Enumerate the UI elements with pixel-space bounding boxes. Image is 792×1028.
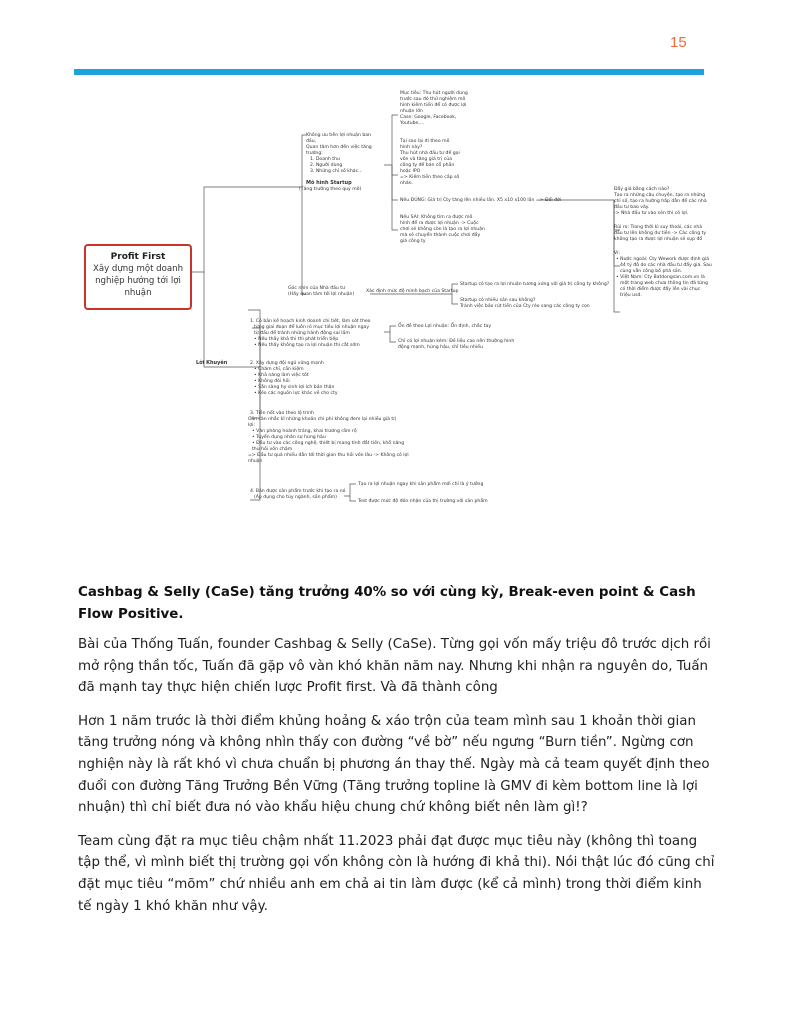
- page-number: 15: [670, 34, 687, 51]
- mm-item3-0: 3. Tiền nốt vào theo lộ trình: [250, 411, 314, 416]
- mm-xac-dinh: Xác định mức độ mình bạch của Startup: [366, 289, 459, 294]
- mm-item3-1: Cần cân nhắc kĩ những khoản chi phí không đem lại nhiều giá trị: [248, 417, 397, 422]
- mm-muc-tieu-1: trước sau đó thử nghiệm mô: [400, 97, 466, 102]
- mm-neu-sai-3: mà sẽ chuyển thành cuộc chơi đầy: [400, 233, 481, 238]
- mm-startup-intro-6: 3. Những chỉ số khác...: [310, 169, 363, 174]
- article-paragraph: Team cùng đặt ra mục tiêu chậm nhất 11.2023 phải đạt được mục tiêu này (không thì toang tập thể, vì mình biết thị trường gọi vốn không còn là hướng đi khả thi). Nói thật lúc đó cũng chỉ đặt mục tiêu “mõm” chứ nhiều anh em chả ai tin làm được (kể cả mình) trong thời điểm kinh tế ngày 1 khó khăn như vậy.: [78, 833, 715, 914]
- mm-neu-sai-1: hình để ra được lợi nhuận -> Cuộc: [400, 221, 479, 226]
- mm-item2-4: • Sẵn sàng hy sinh lợi ích bản thân: [254, 385, 335, 390]
- mm-tai-sao-1: hình này?: [400, 145, 423, 150]
- svg-text:Lời Khuyên: Lời Khuyên: [196, 360, 228, 366]
- mm-chi-co-1: động mạnh, hùng hậu, chỉ tiêu nhiều: [398, 345, 484, 350]
- header-divider: [74, 69, 704, 75]
- mm-tai-sao-5: hoặc IPO: [400, 169, 421, 174]
- mm-muc-tieu-5: Youtube,...: [400, 121, 425, 126]
- mm-muc-tieu-4: Case: Google, Facebook,: [400, 115, 457, 120]
- mm-tai-sao-7: nhân.: [400, 181, 414, 186]
- mm-item3-3: • Văn phòng hoành tráng, khai trương rầm rộ: [252, 429, 357, 434]
- article-paragraph: Bài của Thống Tuấn, founder Cashbag & Selly (CaSe). Từng gọi vốn mấy triệu đô trước dịch rồi mở rộng thần tốc, Tuấn đã gặp vô vàn khó khăn năm nay. Nhưng khi nhận ra nguyên do, Tuấn đã mạnh tay thực hiện chiến lược Profit first. Và đã thành công: [78, 637, 711, 696]
- mm-item4-1: (Áp dụng cho tùy ngành, sản phẩm): [254, 495, 337, 500]
- mm-tai-sao-2: Thu hút nhà đầu tư để gọi: [400, 151, 460, 156]
- mm-tai-sao-3: vốn và tăng giá trị của: [400, 157, 452, 162]
- mind-map-root: [84, 244, 192, 310]
- mm-rui-ro-2: không tạo ra được lợi nhuận sẽ sụp đổ: [614, 237, 703, 242]
- svg-text:Mô hình Startup: Mô hình Startup: [306, 180, 352, 186]
- mm-startup-nhieu-0: Startup có nhiều sản sau không?: [460, 298, 536, 303]
- mm-startup-intro-1: đầu,: [306, 139, 317, 144]
- mm-day-gia-1: Tạo ra những câu chuyện, tạo ra những: [614, 193, 706, 198]
- mm-item2-2: • Khả năng làm việc tốt: [254, 373, 309, 378]
- mm-tao-ra: Tạo ra lợi nhuận ngay khi sản phẩm mới chỉ là ý tưởng: [358, 482, 484, 487]
- mm-vi-du-2: 44 tỷ đô do các nhà đầu tư đẩy giá. Sau: [620, 263, 712, 268]
- mm-tai-sao-0: Tại sao lại đi theo mô: [400, 139, 450, 144]
- mm-item1-1: từng giai đoạn để luôn rõ mục tiêu lợi nhuận ngay: [254, 325, 370, 330]
- mm-startup-intro-2: Quan tâm hơn đến việc tăng: [306, 145, 372, 150]
- mm-item3-6: thu hồi vốn chậm: [252, 447, 293, 452]
- mm-vi-du-3: cùng vẫn công bố phá sản.: [620, 269, 683, 274]
- mind-map-root-subtitle: Xây dựng một doanh nghiệp hướng tới lợi nhuận: [92, 264, 184, 298]
- mm-day-gia-3: đầu tư bao vây.: [614, 205, 650, 210]
- mm-item2-5: • Kéo các nguồn lực khác về cho cty: [254, 391, 338, 396]
- mm-item3-8: nhuận: [248, 459, 263, 464]
- mm-startup-intro-3: trưởng:: [306, 151, 323, 156]
- mm-day-gia-4: -> Nhà đầu tư vào sẽn thì có lợi.: [614, 211, 689, 216]
- mm-vi-du-5: một trang web chưa thông tin đã từng: [620, 281, 708, 286]
- svg-text:(Tăng trưởng theo quy mô): (Tăng trưởng theo quy mô): [299, 187, 362, 192]
- mm-item1-0: 1. Có bản kế hoạch kinh doanh chi tiết, làm sót theo: [250, 319, 371, 324]
- mm-muc-tieu-2: hình kiếm tiền để có được lợi: [400, 103, 467, 108]
- article-paragraph: Hơn 1 năm trước là thời điểm khủng hoảng & xáo trộn của team mình sau 1 khoản thời gian tăng trưởng nóng và không nhìn thấy con đường “về bờ” nếu ngưng “Burn tiền”. Ngừng cơn nghiện này là rất khó vì chưa chuẩn bị phương án thay thế. Ngày mà cả team quyết định theo đuổi con đường Tăng Trưởng Bền Vững (Tăng trưởng topline là GMV đi kèm bottom line là lợi nhuận) thì chỉ biết đưa nó vào khẩu hiệu chung chứ không biết nên làm gì!?: [78, 713, 710, 816]
- mm-startup-intro-0: Không ưu tiên lợi nhuận ban: [306, 133, 371, 138]
- article-heading: Cashbag & Selly (CaSe) tăng trưởng 40% so với cùng kỳ, Break-even point & Cash Flow Positive.: [78, 585, 696, 622]
- article: [78, 582, 718, 929]
- mm-startup-nhieu-1: Tránh việc bảo rút tiền của Cty rèo sang các công ty con: [460, 304, 590, 309]
- mm-item4-0: 4. Bán được sản phẩm trước khi tạo ra nó: [250, 489, 346, 494]
- mm-neu-sai-0: Nếu SAI: Không tìm ra được mô: [400, 215, 473, 220]
- mm-item1-3: • Nếu thấy khả thi thì phát triển tiếp: [254, 337, 339, 342]
- mm-item3-7: => Đầu tư quá nhiều dẫn tới thời gian thu hồi vốn lâu -> Không có lợi: [248, 453, 409, 458]
- mm-item3-5: • Đầu tư vào các công nghệ, thiết bị mang tính đắt tiền, khổ năng: [252, 441, 405, 446]
- mm-goc-nhin-1: (Hãy quan tâm tới lợi nhuận): [288, 292, 355, 297]
- mind-map: [74, 80, 714, 530]
- mm-item3-2: lợi:: [248, 423, 255, 428]
- mm-muc-tieu-0: Mục tiêu: Thu hút người dùng: [400, 91, 468, 96]
- mm-item2-1: • Chăm chỉ, cần kiệm: [254, 367, 304, 372]
- mm-startup-intro-4: 1. Doanh thu: [310, 157, 340, 162]
- mm-item3-4: • Tuyển dụng nhân sự hùng hậu: [252, 435, 326, 440]
- mm-neu-dung: Nếu ĐÚNG: Giá trị Cty tăng lên nhiều lần. X5 x10 x100 lần => Đổi đời: [400, 198, 562, 203]
- mm-neu-sai-2: chơi sẽ không còn là tạo ra lợi nhuận: [400, 227, 485, 232]
- mm-tai-sao-6: => Kiếm tiền theo cấp số: [400, 175, 460, 180]
- mm-item1-2: từ đầu để tránh những hành động sai lầm: [254, 331, 350, 336]
- mm-on-dinh: Ổn đề theo Lợi nhuận: Ổn định, chắc tay: [398, 324, 492, 329]
- mm-startup-intro-5: 2. Người dùng: [310, 163, 343, 168]
- mm-item1-4: • Nếu thấy không tạo ra lợi nhuận thì cắt sớm: [254, 343, 360, 348]
- mm-neu-sai-4: giá công ty: [400, 239, 426, 244]
- mm-vi-du-6: có thời điểm được đẩy lên vài chục: [620, 287, 701, 292]
- mm-item2-0: 2. Xây dựng đội ngũ vững mạnh: [250, 361, 324, 366]
- mm-muc-tieu-3: nhuận lớn: [400, 109, 423, 114]
- mm-vi-du-4: • Việt Nam: Cty Batdongsan.com.vn là: [616, 275, 705, 280]
- mm-rui-ro-1: đầu tư lên không dư tiền -> Các công ty: [614, 231, 707, 236]
- mind-map-root-title: Profit First: [110, 252, 166, 262]
- mm-chi-co-0: Chỉ có lợi nhuận kém: Đề liều cao nên thường hình: [398, 339, 515, 344]
- mm-tai-sao-4: công ty để bán cổ phần: [400, 163, 455, 168]
- mm-rui-ro-0: Rủi ro: Trong thời kì suy thoái, các nhà: [614, 225, 703, 230]
- mm-goc-nhin-0: Góc nhìn của Nhà đầu tư: [288, 286, 345, 291]
- mm-startup-co: Startup có tạo ra lợi nhuận tương xứng với giá trị công ty không?: [460, 282, 610, 287]
- mm-test: Test được mức độ đón nhận của thị trường với sản phẩm: [358, 499, 488, 504]
- mm-vi-du-0: Ví:: [614, 251, 620, 256]
- mm-item2-3: • Không đòi hỏi: [254, 379, 290, 384]
- mm-day-gia-0: Đẩy giá bằng cách nào?: [614, 187, 670, 192]
- mm-vi-du-7: triệu usd.: [620, 293, 642, 298]
- mm-day-gia-2: chỉ số, tạo ra hướng hấp dẫn để các nhà: [614, 199, 707, 204]
- mm-vi-du-1: • Nước ngoài: Cty Wework được định giá: [616, 257, 710, 262]
